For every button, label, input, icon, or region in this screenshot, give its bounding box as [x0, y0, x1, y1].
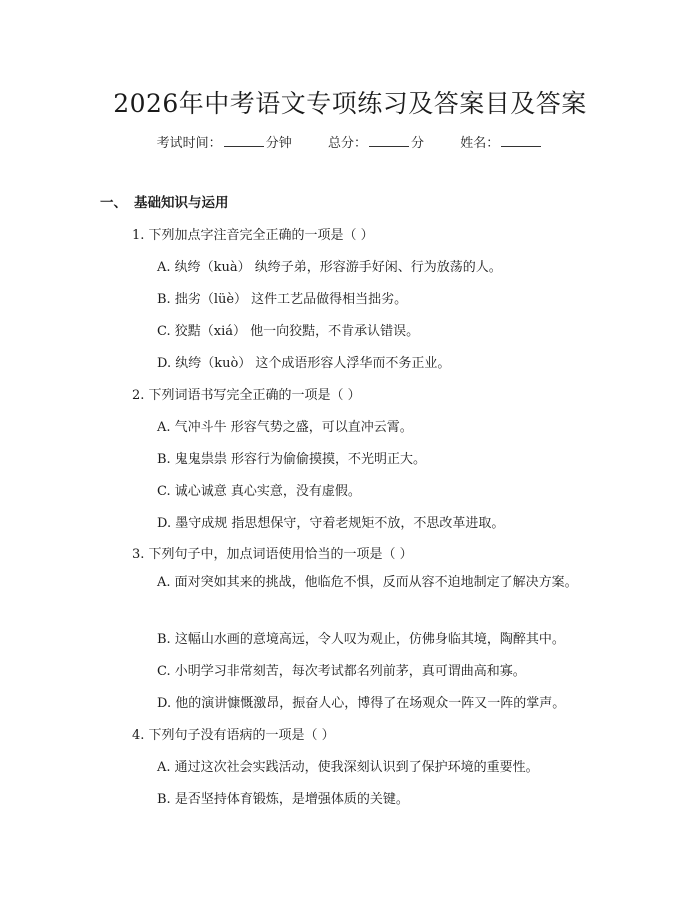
question-stem: 3. 下列句子中，加点词语使用恰当的一项是（ ）: [132, 547, 413, 562]
question-option: D. 他的演讲慷慨激昂，振奋人心，博得了在场观众一阵又一阵的掌声。: [157, 696, 566, 711]
question-option: C. 诚心诚意 真心实意，没有虚假。: [157, 484, 361, 499]
time-label: 考试时间：: [156, 136, 222, 151]
question-stem: 4. 下列句子没有语病的一项是（ ）: [132, 728, 335, 743]
question-stem: 2. 下列词语书写完全正确的一项是（ ）: [132, 388, 361, 403]
name-label: 姓名：: [460, 136, 500, 151]
question-option: D. 墨守成规 指思想保守，守着老规矩不放，不思改革进取。: [157, 516, 505, 531]
question-option: B. 鬼鬼祟祟 形容行为偷偷摸摸，不光明正大。: [157, 452, 426, 467]
time-unit: 分钟: [265, 136, 292, 151]
section-title-text: 基础知识与运用: [134, 195, 229, 211]
time-blank: [224, 133, 264, 147]
question-option: A. 通过这次社会实践活动，使我深刻认识到了保护环境的重要性。: [157, 760, 539, 775]
question-option: B. 拙劣（lüè） 这件工艺品做得相当拙劣。: [157, 292, 408, 307]
section-heading: [100, 191, 229, 211]
question-option: A. 气冲斗牛 形容气势之盛，可以直冲云霄。: [157, 420, 413, 435]
question-option: B. 这幅山水画的意境高远，令人叹为观止，仿佛身临其境，陶醉其中。: [157, 632, 565, 647]
question-stem: 1. 下列加点字注音完全正确的一项是（ ）: [132, 228, 374, 243]
score-unit: 分: [411, 136, 425, 151]
question-option: C. 狡黠（xiá） 他一向狡黠，不肯承认错误。: [157, 324, 420, 339]
score-blank: [369, 133, 409, 147]
question-option: C. 小明学习非常刻苦，每次考试都名列前茅，真可谓曲高和寡。: [157, 664, 526, 679]
score-label: 总分：: [327, 136, 367, 151]
question-option: B. 是否坚持体育锻炼，是增强体质的关键。: [157, 792, 409, 807]
document-title: 2026年中考语文专项练习及答案目及答案: [113, 89, 587, 118]
section-number: 一、: [100, 195, 127, 211]
exam-meta: [0, 132, 700, 151]
question-option: D. 纨绔（kuò） 这个成语形容人浮华而不务正业。: [157, 356, 451, 371]
name-blank: [501, 133, 541, 147]
question-option: A. 纨绔（kuà） 纨绔子弟，形容游手好闲、行为放荡的人。: [157, 260, 502, 275]
question-option: A. 面对突如其来的挑战，他临危不惧，反而从容不迫地制定了解决方案。: [157, 575, 578, 590]
